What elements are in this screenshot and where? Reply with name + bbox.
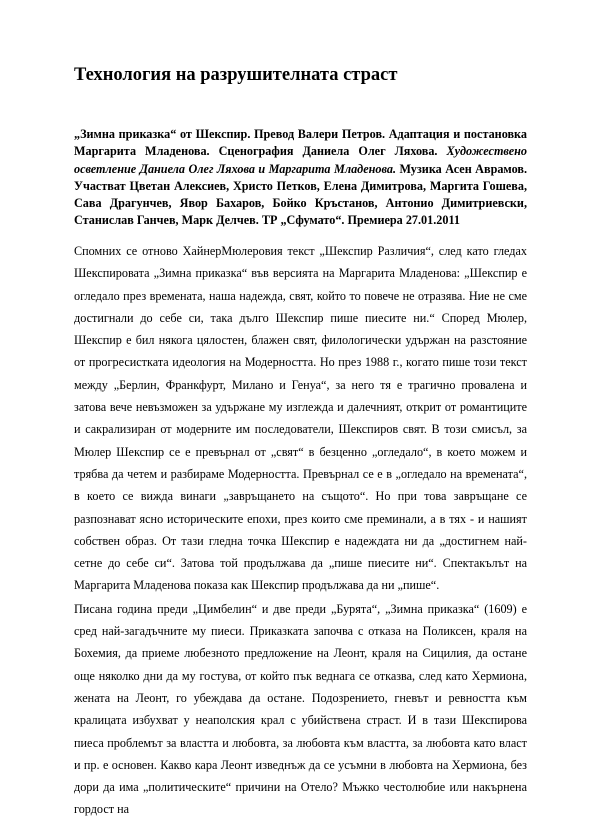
credits-part-3: Музика Асен Аврамов. Участват Цветан Алексиев, Христо Петков, Елена Димитрова, Маргита Гошева, Сава Драгунчев, Явор Бахаров, Бойко Кръстанов, Антонио Димитриевски, Станислав Ганчев, Марк Делчев. ТР „Сфумато“. Премиера 27.01.2011 bbox=[74, 161, 527, 228]
credits-part-1: „Зимна приказка“ от Шекспир. Превод Валери Петров. Адаптация и постановка Маргарита Младенова. Сценография Даниела Олег Ляхова. bbox=[74, 127, 527, 159]
body-paragraph-2: Писана година преди „Цимбелин“ и две преди „Бурята“, „Зимна приказка“ (1609) е сред най-загадъчните му пиеси. Приказката започва с отказа на Поликсен, краля на Бохемия, да приеме любезното предложение на Леонт, краля на Сицилия, да остане още няколко дни да му гостува, от който пък веднага се отказва, след като Хермиона, жената на Леонт, го убеждава да остане. Подозрението, гневът и ревността към кралицата избухват у неаполския крал с убийствена страст. И в тази Шекспирова пиеса проблемът за властта и любовта, за любовта към властта, за любовта като власт и пр. е основен. Какво кара Леонт изведнъж да се усъмни в любовта на Хермиона, без дори да има „политическите“ причини на Отело? Мъжко честолюбие или накърнена гордост на bbox=[74, 601, 527, 817]
production-credits bbox=[74, 126, 527, 230]
article-body bbox=[74, 240, 527, 821]
article-title: Технология на разрушителната страст bbox=[74, 65, 398, 85]
body-paragraph-1: Спомних се отново ХайнерМюлеровия текст „Шекспир Различия“, след като гледах Шекспировата „Зимна приказка“ във версията на Маргарита Младенова: „Шекспир е огледало през времената, наша надежда, свят, който то повече не отразява. Ние не сме достигнали до себе си, така дълго Шекспир пише пиесите ни.“ Според Мюлер, Шекспир е бил някога цялостен, блажен свят, филологически удържан на разстояние от прогресистката идеология на Модерността. Но през 1988 г., когато пише този текст между „Берлин, Франкфурт, Милано и Генуа“, за него тя е трагично провалена и затова вече невъзможен за удържане му изглежда и далечният, открит от романтиците и сакрализиран от модерните им последователи, Шекспиров свят. В този смисъл, за Мюлер Шекспир се е превърнал от „свят“ в безценно „огледало“, в което можем и трябва да четем и разбираме Модерността. Превърнал се е в „огледало на времената“, в което се вижда винаги „завръщането на същото“. Но при това завръщане се разпознават ясно историческите епохи, през които сме преминали, а в тях - и нашият собствен образ. От тази гледна точка Шекспир е надеждата ни да „достигнем най-сетне до себе си“. Затова той продължава да „пише пиесите ни“. Спектакълът на Маргарита Младенова показа как Шекспир продължава да ни „пише“. bbox=[74, 244, 527, 593]
credits-part-2-italic: Художествено осветление Даниела Олег Ляхова и Маргарита Младенова. bbox=[74, 144, 527, 176]
